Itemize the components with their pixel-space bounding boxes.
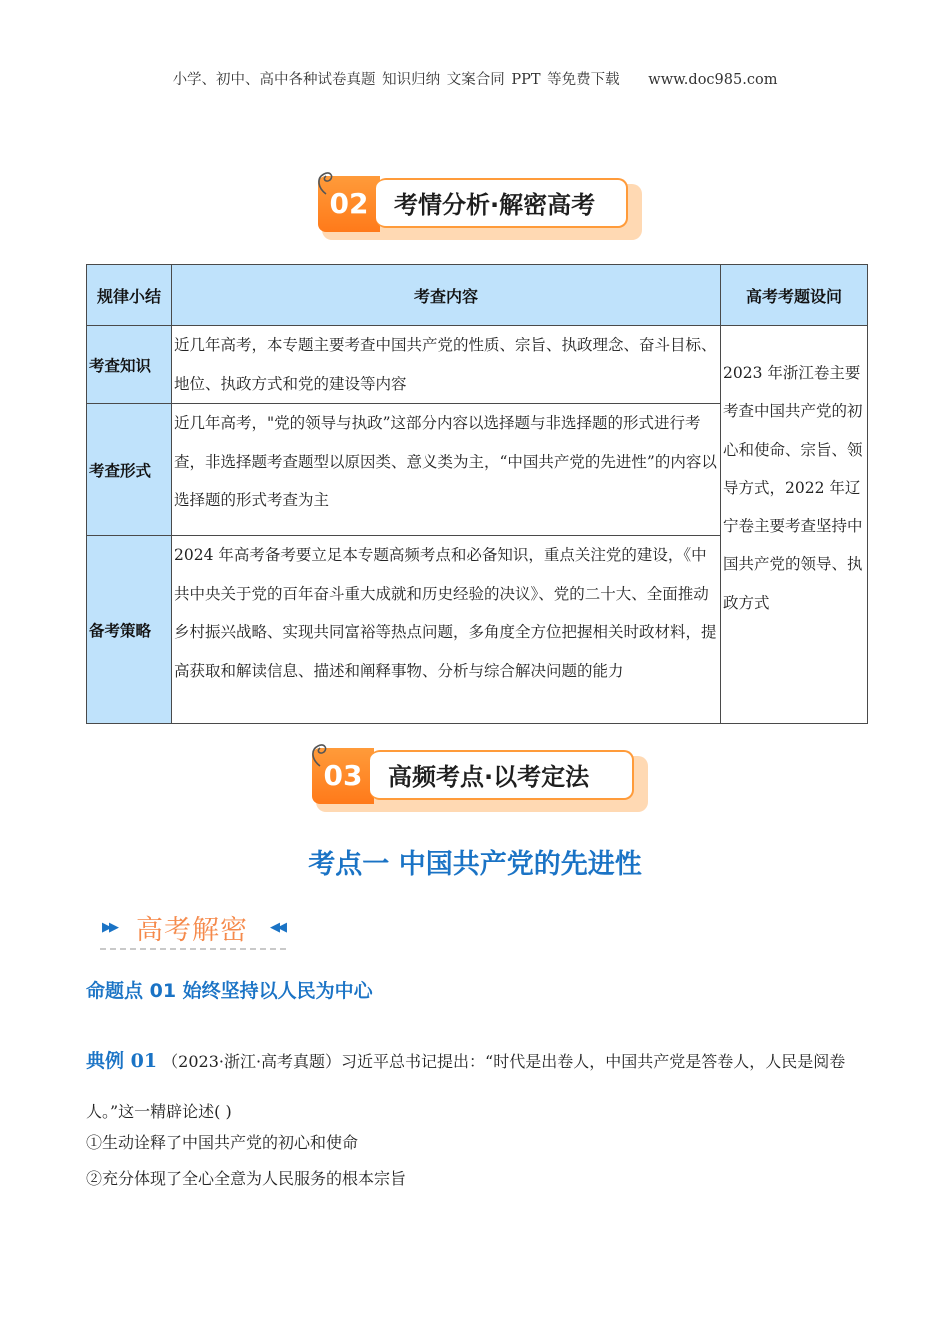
- header-url[interactable]: www.doc985.com: [648, 72, 778, 88]
- gaokao-tag: [100, 908, 286, 950]
- section-banner-03: [312, 748, 642, 808]
- side-note: 2023 年浙江卷主要考查中国共产党的初心和使命、宗旨、领导方式，2022 年辽宁卷主要考查坚持中国共产党的领导、执政方式: [721, 326, 868, 724]
- example-text: （2023·浙江·高考真题）习近平总书记提出：“时代是出卷人，中国共产党是答卷人，人民是阅卷人。”这一精辟论述( ): [86, 1052, 846, 1121]
- page-header: [0, 68, 950, 89]
- curl-icon: [308, 738, 330, 768]
- column-header: 考查内容: [172, 265, 721, 326]
- option-item: ②充分体现了全心全意为人民服务的根本宗旨: [86, 1169, 407, 1188]
- proposition-heading: 命题点 01 始终坚持以人民为中心: [86, 980, 373, 1002]
- column-header: 规律小结: [87, 265, 172, 326]
- row-head: 考查知识: [87, 326, 172, 404]
- option-item: ①生动诠释了中国共产党的初心和使命: [86, 1133, 359, 1152]
- row-content: 近几年高考，本专题主要考查中国共产党的性质、宗旨、执政理念、奋斗目标、地位、执政方式和党的建设等内容: [172, 326, 721, 404]
- row-head: 备考策略: [87, 536, 172, 724]
- analysis-table: [86, 264, 868, 724]
- arrow-right-icon: ▶▶: [102, 920, 116, 935]
- section-banner-02: [318, 176, 636, 236]
- banner-number: 02: [318, 176, 380, 232]
- table-row: [87, 326, 868, 404]
- column-header: 高考考题设问: [721, 265, 868, 326]
- example-label: 典例 01: [86, 1050, 158, 1072]
- topic-title: 考点一 中国共产党的先进性: [308, 849, 642, 880]
- header-text: 小学、初中、高中各种试卷真题 知识归纳 文案合同 PPT 等免费下载: [172, 72, 620, 88]
- example-question: [86, 1036, 866, 1137]
- curl-icon: [314, 166, 336, 196]
- arrow-left-icon: ◀◀: [270, 920, 284, 935]
- row-content: 近几年高考，"党的领导与执政”这部分内容以选择题与非选择题的形式进行考查，非选择题考查题型以原因类、意义类为主，“中国共产党的先进性”的内容以选择题的形式考查为主: [172, 404, 721, 536]
- row-content: 2024 年高考备考要立足本专题高频考点和必备知识，重点关注党的建设，《中共中央关于党的百年奋斗重大成就和历史经验的决议》、党的二十大、全面推动乡村振兴战略、实现共同富裕等热点问题，多角度全方位把握相关时政材料，提高获取和解读信息、描述和阐释事物、分析与综合解决问题的能力: [172, 536, 721, 724]
- row-head: 考查形式: [87, 404, 172, 536]
- banner-number: 03: [312, 748, 374, 804]
- dashed-divider: [100, 948, 286, 950]
- table-header-row: [87, 265, 868, 326]
- gaokao-tag-label: 高考解密: [136, 915, 248, 946]
- banner-label: 高频考点·以考定法: [370, 750, 634, 800]
- banner-label: 考情分析·解密高考: [376, 178, 628, 228]
